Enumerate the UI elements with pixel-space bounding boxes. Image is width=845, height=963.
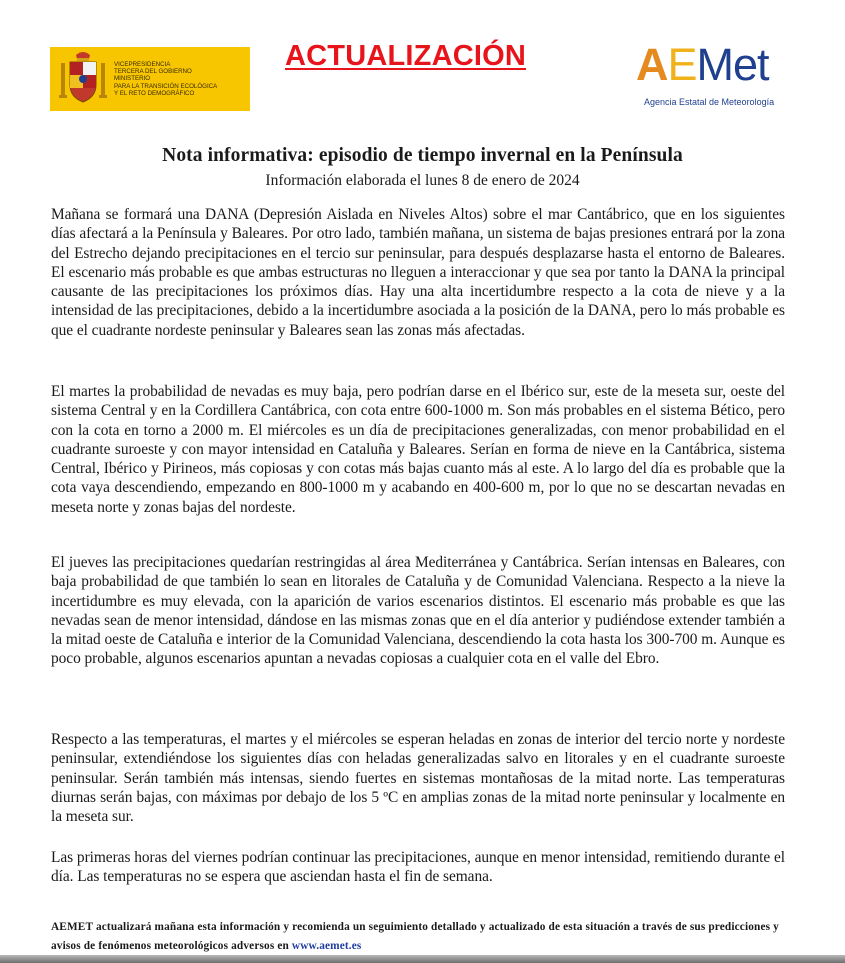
government-logo-text: [114, 61, 217, 97]
aemet-logo-subtitle: Agencia Estatal de Meteorología: [644, 97, 775, 107]
aemet-mark-met: Met: [696, 39, 769, 90]
aemet-mark-e: E: [667, 39, 697, 90]
aemet-wordmark: [636, 40, 796, 90]
aemet-mark-a: A: [636, 39, 668, 90]
gov-logo-line: PARA LA TRANSICIÓN ECOLÓGICA: [114, 82, 218, 90]
paragraph-temperatures: Respecto a las temperaturas, el martes y el miércoles se esperan heladas en zonas de interior del tercio norte y nordeste peninsular, extendiéndose los siguientes días con heladas generalizadas salvo en litorales y en el cuadrante suroeste peninsular. Serán también más intensas, siendo fuertes en sistemas montañosas de la mitad norte. Las temperaturas diurnas serán bajas, con máximas por debajo de los 5 ºC en amplias zonas de la mitad norte peninsular y localmente en la meseta sur.: [51, 731, 785, 826]
aemet-website-link[interactable]: www.aemet.es: [291, 940, 362, 952]
paragraph-friday: Las primeras horas del viernes podrían continuar las precipitaciones, aunque en menor intensidad, remitiendo durante el día. Las temperaturas no se espera que asciendan hasta el fin de semana.: [51, 849, 785, 886]
footer-note: [51, 918, 791, 956]
coat-of-arms-icon: [58, 49, 108, 109]
gov-logo-line: MINISTERIO: [114, 75, 151, 83]
government-logo: [50, 47, 250, 111]
footer-text: AEMET actualizará mañana esta información y recomienda un seguimiento detallado y actualizado de esta situación a través de sus predicciones y avisos de fenómenos meteorológicos adversos en: [51, 921, 779, 952]
document-title: Nota informativa: episodio de tiempo invernal en la Península: [162, 145, 683, 166]
gov-logo-line: Y EL RETO DEMOGRÁFICO: [114, 89, 195, 97]
paragraph-tuesday-wednesday: El martes la probabilidad de nevadas es muy baja, pero podrían darse en el Ibérico sur, este de la meseta sur, oeste del sistema Central y en la Cordillera Cantábrica, con cota entre 600-1000 m. Son más probables en el sistema Bético, pero con la cota en torno a 2000 m. El miércoles es un día de precipitaciones generalizadas, con menor probabilidad en el cuadrante suroeste y con mayor intensidad en Cataluña y Baleares. Serían en forma de nieve en la Cantábrica, sistema Central, Ibérico y Pirineos, más copiosas y con cotas más bajas cuanto más al este. A lo largo del día es probable que la cota vaya descendiendo, empezando en 800-1000 m y acabando en 400-600 m, por lo que no se descartan nevadas en meseta norte y zonas bajas del nordeste.: [51, 383, 785, 516]
aemet-logo: [636, 40, 796, 112]
bottom-edge-strip: [0, 955, 845, 963]
update-banner: ACTUALIZACIÓN: [285, 40, 527, 72]
gov-logo-line: TERCERA DEL GOBIERNO: [114, 68, 192, 76]
document-subtitle: Información elaborada el lunes 8 de enero de 2024: [265, 172, 580, 189]
paragraph-thursday: El jueves las precipitaciones quedarían restringidas al área Mediterránea y Cantábrica. Serían intensas en Baleares, con baja probabilidad de que también lo sean en litorales de Cataluña y de Comunidad Valenciana. Respecto a la nieve la incertidumbre es muy elevada, con la aparición de varios escenarios distintos. El escenario más probable es que las nevadas sean de menor intensidad, dándose en las mismas zonas que en el día anterior y pudiéndose extender también a la mitad oeste de Cataluña e interior de la Comunidad Valenciana, descendiendo la cota hasta los 300-700 m. Aunque es poco probable, algunos escenarios apuntan a nevadas copiosas a cualquier cota en el valle del Ebro.: [51, 554, 785, 668]
paragraph-intro: Mañana se formará una DANA (Depresión Aislada en Niveles Altos) sobre el mar Cantábrico, que en los siguientes días afectará a la Península y Baleares. Por otro lado, también mañana, un sistema de bajas presiones entrará por la zona del Estrecho dejando precipitaciones en el tercio sur peninsular, para después desplazarse hasta el entorno de Baleares. El escenario más probable es que ambas estructuras no lleguen a interaccionar y que sea por tanto la DANA la principal causante de las precipitaciones los próximos días. Hay una alta incertidumbre respecto a la cota de nieve y a la intensidad de las precipitaciones, debido a la incertidumbre asociada a la posición de la DANA, pero lo más probable es que el cuadrante nordeste peninsular y Baleares sean las zonas más afectadas.: [51, 206, 785, 339]
gov-logo-line: VICEPRESIDENCIA: [114, 60, 171, 68]
